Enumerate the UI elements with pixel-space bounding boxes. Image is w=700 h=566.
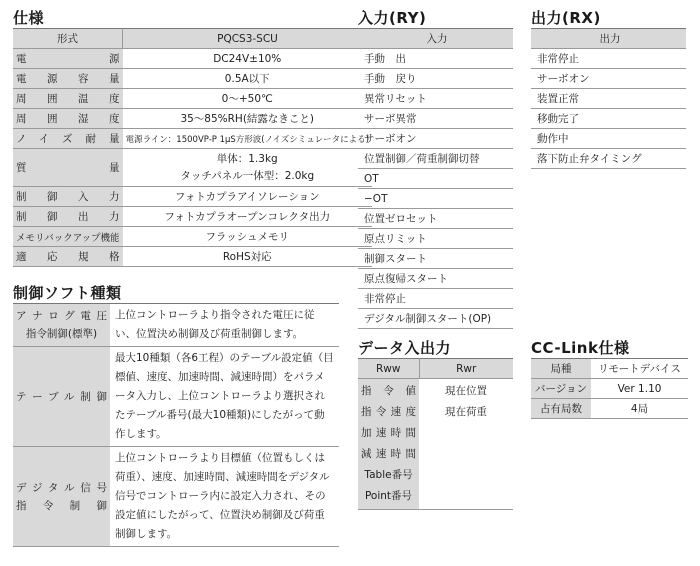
spec-value: フォトカプラアイソレーション bbox=[123, 187, 372, 207]
cclink-row bbox=[531, 379, 688, 399]
output-item-label: 移動完了 bbox=[531, 109, 686, 129]
output-item-label: 非常停止 bbox=[531, 49, 686, 69]
input-item-label: 位置ゼロセット bbox=[358, 209, 513, 229]
spec-title: 仕様 bbox=[13, 9, 45, 27]
spec-value: 0～+50℃ bbox=[123, 89, 372, 109]
spec-header-label: 形式 bbox=[13, 29, 123, 49]
input-item bbox=[358, 109, 513, 129]
cclink-value: 4局 bbox=[591, 399, 688, 419]
spec-label: ノイズ耐量 bbox=[13, 129, 123, 149]
software-title: 制御ソフト種類 bbox=[13, 284, 122, 302]
input-item-label: −OT bbox=[358, 189, 513, 209]
cclink-label: バージョン bbox=[531, 379, 591, 399]
software-row bbox=[13, 447, 339, 547]
output-title: 出力(RX) bbox=[531, 9, 601, 27]
data-io-title: データ入出力 bbox=[358, 339, 452, 357]
input-item bbox=[358, 129, 513, 149]
input-item-label: サーボ異常 bbox=[358, 109, 513, 129]
data-io-body bbox=[358, 379, 513, 510]
spec-label: 電源容量 bbox=[13, 69, 123, 89]
input-item-label: 制御スタート bbox=[358, 249, 513, 269]
output-item bbox=[531, 129, 686, 149]
input-title: 入力(RY) bbox=[358, 9, 427, 27]
spec-label: 質量 bbox=[13, 149, 123, 187]
spec-value-line: タッチパネル一体型：2.0kg bbox=[180, 169, 315, 182]
spec-row bbox=[13, 129, 372, 149]
software-label-line: デジタル信号 bbox=[16, 481, 107, 494]
spec-row bbox=[13, 227, 372, 247]
software-label bbox=[13, 304, 110, 347]
spec-value: 35～85%RH(結露なきこと) bbox=[123, 109, 372, 129]
spec-row bbox=[13, 149, 372, 187]
input-item bbox=[358, 149, 513, 169]
spec-value: 0.5A以下 bbox=[123, 69, 372, 89]
input-item bbox=[358, 49, 513, 69]
spec-label: 周囲湿度 bbox=[13, 109, 123, 129]
output-item-label: 落下防止弁タイミング bbox=[531, 149, 686, 169]
output-item bbox=[531, 149, 686, 169]
input-item-label: 手動 戻り bbox=[358, 69, 513, 89]
spec-row bbox=[13, 89, 372, 109]
input-item bbox=[358, 229, 513, 249]
spec-value: 電源ライン：1500VP-P 1μS方形波(ノイズシミュレータによる) bbox=[123, 129, 372, 149]
input-item bbox=[358, 289, 513, 309]
input-table bbox=[358, 28, 513, 329]
output-item-label: 装置正常 bbox=[531, 89, 686, 109]
rwr-item: 現在荷重 bbox=[445, 406, 487, 418]
software-label: テーブル制御 bbox=[13, 347, 110, 447]
software-row bbox=[13, 304, 339, 347]
cclink-row bbox=[531, 399, 688, 419]
input-header: 入力 bbox=[358, 29, 513, 49]
cclink-table bbox=[531, 358, 688, 419]
rww-item: 減速時間 bbox=[361, 448, 416, 460]
spec-label: 制御入力 bbox=[13, 187, 123, 207]
spec-value: RoHS対応 bbox=[123, 247, 372, 267]
input-item-label: サーボオン bbox=[358, 129, 513, 149]
input-item bbox=[358, 309, 513, 329]
data-io-rww-list bbox=[358, 379, 419, 510]
cclink-title: CC-Link仕様 bbox=[531, 339, 630, 357]
input-item-label: 異常リセット bbox=[358, 89, 513, 109]
data-io-col-rwr: Rwr bbox=[419, 359, 513, 379]
software-table bbox=[13, 303, 339, 547]
spec-row bbox=[13, 49, 372, 69]
spec-row bbox=[13, 109, 372, 129]
cclink-row bbox=[531, 359, 688, 379]
output-item bbox=[531, 69, 686, 89]
input-item-label: デジタル制御スタート(OP) bbox=[358, 309, 513, 329]
input-item-label: 原点リミット bbox=[358, 229, 513, 249]
input-item bbox=[358, 89, 513, 109]
output-item bbox=[531, 109, 686, 129]
input-item bbox=[358, 169, 513, 189]
output-item bbox=[531, 89, 686, 109]
rww-item: Table番号 bbox=[364, 469, 413, 481]
input-item bbox=[358, 69, 513, 89]
data-io-rwr-list bbox=[419, 379, 513, 510]
spec-header-row bbox=[13, 29, 372, 49]
input-item bbox=[358, 209, 513, 229]
spec-header-value: PQCS3-SCU bbox=[123, 29, 372, 49]
spec-row bbox=[13, 187, 372, 207]
cclink-value: リモートデバイス bbox=[591, 359, 688, 379]
data-io-header-row bbox=[358, 359, 513, 379]
output-item-label: サーボオン bbox=[531, 69, 686, 89]
input-item bbox=[358, 269, 513, 289]
spec-value: フラッシュメモリ bbox=[123, 227, 372, 247]
input-item-label: 位置制御／荷重制御切替 bbox=[358, 149, 513, 169]
software-desc: 上位コントローラより指令された電圧に従い、位置決め制御及び荷重制御します。 bbox=[110, 304, 339, 347]
spec-value: フォトカプラオープンコレクタ出力 bbox=[123, 207, 372, 227]
output-header-row bbox=[531, 29, 686, 49]
output-header: 出力 bbox=[531, 29, 686, 49]
spec-value bbox=[123, 149, 372, 187]
output-item bbox=[531, 49, 686, 69]
software-label-line: 指令制御(標準) bbox=[25, 328, 98, 340]
input-item bbox=[358, 249, 513, 269]
spec-label: 電源 bbox=[13, 49, 123, 69]
spec-label: 適応規格 bbox=[13, 247, 123, 267]
software-label-line: アナログ電圧 bbox=[16, 310, 107, 322]
software-desc: 上位コントローラより目標値（位置もしくは荷重）、速度、加速時間、減速時間をデジタル信号でコントローラ内に設定入力され、その設定値にしたがって、位置決め制御及び荷重制御します。 bbox=[110, 447, 339, 547]
spec-label: 周囲温度 bbox=[13, 89, 123, 109]
spec-value: DC24V±10% bbox=[123, 49, 372, 69]
software-row bbox=[13, 347, 339, 447]
spec-row bbox=[13, 247, 372, 267]
spec-row bbox=[13, 207, 372, 227]
rwr-item: 現在位置 bbox=[445, 385, 487, 397]
input-item-label: 原点復帰スタート bbox=[358, 269, 513, 289]
spec-label: 制御出力 bbox=[13, 207, 123, 227]
cclink-label: 局種 bbox=[531, 359, 591, 379]
input-header-row bbox=[358, 29, 513, 49]
input-item bbox=[358, 189, 513, 209]
rww-item: Point番号 bbox=[364, 490, 413, 502]
data-io-table bbox=[358, 358, 513, 510]
spec-value-line: 単体：1.3kg bbox=[216, 152, 278, 165]
input-item-label: 手動 出 bbox=[358, 49, 513, 69]
input-item-label: OT bbox=[358, 169, 513, 189]
output-table bbox=[531, 28, 686, 169]
cclink-value: Ver 1.10 bbox=[591, 379, 688, 399]
spec-label: メモリバックアップ機能 bbox=[13, 227, 123, 247]
cclink-label: 占有局数 bbox=[531, 399, 591, 419]
rww-item: 加速時間 bbox=[361, 427, 416, 439]
input-item-label: 非常停止 bbox=[358, 289, 513, 309]
software-desc: 最大10種類（各6工程）のテーブル設定値（目標値、速度、加速時間、減速時間）をパラメータ入力し、上位コントローラより選択されたテーブル番号(最大10種類)にしたがって動作します。 bbox=[110, 347, 339, 447]
spec-row bbox=[13, 69, 372, 89]
rww-item: 指令速度 bbox=[361, 406, 416, 418]
data-io-col-rww: Rww bbox=[358, 359, 419, 379]
spec-table bbox=[13, 28, 372, 267]
output-item-label: 動作中 bbox=[531, 129, 686, 149]
rww-item: 指令値 bbox=[361, 385, 416, 397]
software-label-line: 指令制御 bbox=[16, 499, 107, 512]
software-label bbox=[13, 447, 110, 547]
